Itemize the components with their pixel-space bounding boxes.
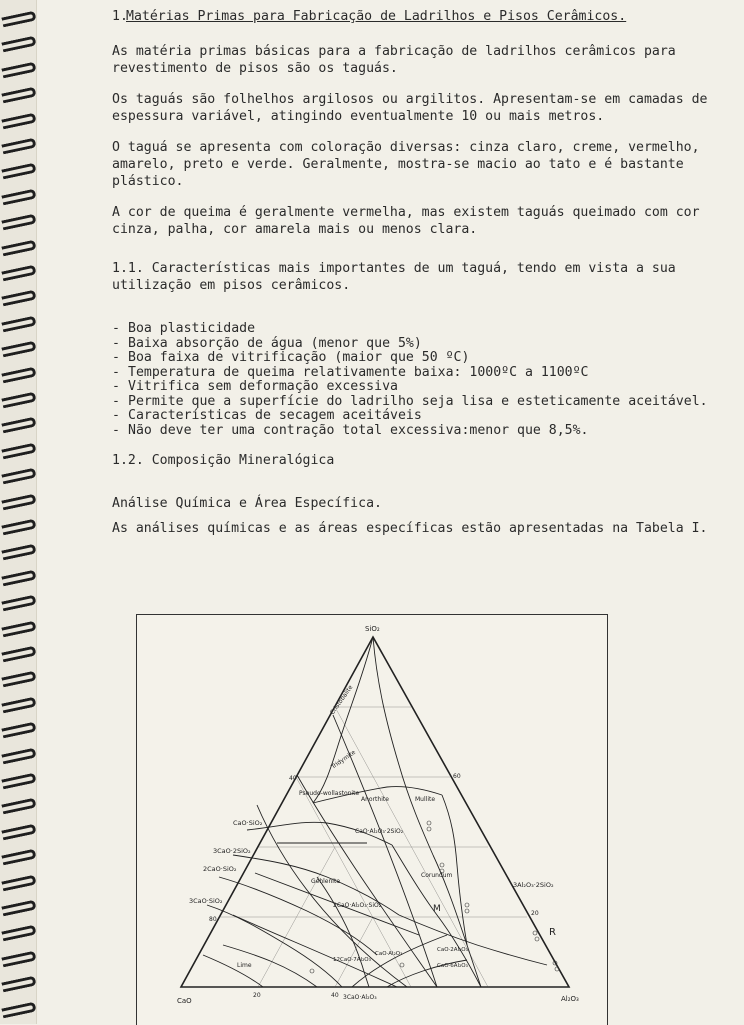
binding-ring [1, 849, 36, 866]
list-item: - Boa plasticidade [112, 322, 712, 337]
binding-ring [1, 747, 36, 764]
compound-label-ca: CaO·Al₂O₃ [375, 951, 403, 957]
ternary-phase-diagram [137, 615, 607, 1025]
region-label-m: M [433, 904, 441, 914]
paragraph-taguas: Os taguás são folhelhos argilosos ou argilitos. Apresentam-se em camadas de espessura variável, atingindo eventualmente 10 ou mais metros. [112, 92, 708, 124]
section-title: Matérias Primas para Fabricação de Ladrilhos e Pisos Cerâmicos. [126, 9, 627, 24]
compound-label-c2as: 2CaO·Al₂O₃·SiO₂ [333, 902, 382, 909]
binding-ring [1, 798, 36, 815]
compound-label-c2s: 2CaO·SiO₂ [203, 865, 237, 873]
binding-ring [1, 925, 36, 942]
binding-ring [1, 900, 36, 917]
spiral-binding [0, 0, 37, 1024]
binding-ring [1, 696, 36, 713]
properties-list [112, 322, 712, 438]
binding-ring [1, 519, 36, 536]
binding-ring [1, 1001, 36, 1018]
scale-label: 60 [453, 773, 461, 780]
compound-label-cas2: CaO·Al₂O₃·2SiO₂ [355, 828, 404, 835]
region-label-gehlenite: Gehlenite [311, 878, 341, 885]
binding-ring [1, 341, 36, 358]
binding-ring [1, 112, 36, 129]
region-label-lime: Lime [237, 962, 252, 969]
region-label-anorthite: Anorthite [361, 796, 389, 803]
binding-ring [1, 366, 36, 383]
list-item: - Características de secagem aceitáveis [112, 409, 712, 424]
compound-label-c3s: 3CaO·SiO₂ [189, 897, 223, 905]
binding-ring [1, 722, 36, 739]
compound-label-c3a: 3CaO·Al₂O₃ [343, 994, 377, 1001]
compound-label-cao-sio2: CaO·SiO₂ [233, 819, 263, 827]
binding-ring [1, 214, 36, 231]
binding-ring [1, 265, 36, 282]
region-label-r: R [549, 927, 556, 938]
analysis-paragraph: As análises químicas e as áreas específicas estão apresentadas na Tabela I. [112, 521, 708, 536]
scale-label: 40 [289, 775, 297, 782]
subsection-heading-1-2: 1.2. Composição Mineralógica [112, 453, 335, 468]
region-label-corundum: Corundum [421, 872, 453, 879]
binding-ring [1, 544, 36, 561]
apex-label: SiO₂ [365, 625, 380, 633]
paragraph-color: O taguá se apresenta com coloração diversas: cinza claro, creme, vermelho, amarelo, preto e verde. Geralmente, mostra-se macio ao tato e é bastante plástico. [112, 140, 700, 189]
document-page [112, 8, 712, 537]
left-corner-label: CaO [177, 997, 192, 1005]
binding-ring [1, 36, 36, 53]
binding-ring [1, 569, 36, 586]
region-label-pseudowollastonite: Pseudo-wollastonite [299, 790, 360, 797]
region-label-mullite: Mullite [415, 796, 436, 803]
binding-ring [1, 671, 36, 688]
binding-ring [1, 87, 36, 104]
list-item: - Vitrifica sem deformação excessiva [112, 380, 712, 395]
scale-label: 80 [209, 916, 217, 923]
list-item: - Temperatura de queima relativamente baixa: 1000ºC a 1100ºC [112, 366, 712, 381]
region-label-cristobalite: Cristobalite [328, 683, 355, 717]
binding-ring [1, 468, 36, 485]
section-heading [112, 8, 712, 25]
list-item: - Boa faixa de vitrificação (maior que 50 ºC) [112, 351, 712, 366]
binding-ring [1, 239, 36, 256]
compound-label-a3s2: 3Al₂O₃·2SiO₂ [513, 881, 554, 889]
binding-ring [1, 976, 36, 993]
analysis-heading: Análise Química e Área Específica. [112, 496, 382, 511]
compound-label-c12a7: 12CaO·7Al₂O₃ [333, 957, 371, 963]
isotherm-marks [310, 821, 559, 973]
binding-ring [1, 315, 36, 332]
binding-ring [1, 620, 36, 637]
binding-ring [1, 595, 36, 612]
binding-ring [1, 773, 36, 790]
compound-label-c3s2: 3CaO·2SiO₂ [213, 847, 251, 855]
scale-label: 20 [253, 992, 261, 999]
binding-ring [1, 950, 36, 967]
binding-ring [1, 61, 36, 78]
paragraph-materials: As matéria primas básicas para a fabricação de ladrilhos cerâmicos para revestimento de pisos são os taguás. [112, 44, 676, 76]
section-number: 1. [112, 9, 128, 24]
binding-ring [1, 188, 36, 205]
paragraph-firing: A cor de queima é geralmente vermelha, mas existem taguás queimado com cor cinza, palha, cor amarela mais ou menos clara. [112, 205, 700, 237]
grid-lines [219, 707, 527, 987]
subsection-heading-1-1: 1.1. Características mais importantes de um taguá, tendo em vista a sua utilização em pisos cerâmicos. [112, 261, 676, 293]
binding-ring [1, 874, 36, 891]
phase-boundaries [203, 637, 547, 987]
binding-ring [1, 163, 36, 180]
scale-label: 20 [531, 910, 539, 917]
triangle-outline [181, 637, 569, 987]
binding-ring [1, 392, 36, 409]
binding-ring [1, 290, 36, 307]
right-corner-label: Al₂O₃ [561, 995, 579, 1003]
binding-ring [1, 646, 36, 663]
binding-ring [1, 11, 36, 28]
list-item: - Não deve ter uma contração total excessiva:menor que 8,5%. [112, 424, 712, 439]
binding-ring [1, 417, 36, 434]
binding-ring [1, 823, 36, 840]
region-label-tridymite: Tridymite [330, 748, 357, 771]
list-item: - Baixa absorção de água (menor que 5%) [112, 337, 712, 352]
binding-ring [1, 493, 36, 510]
binding-ring [1, 442, 36, 459]
binding-ring [1, 138, 36, 155]
scale-label: 40 [331, 992, 339, 999]
phase-diagram-figure [136, 614, 608, 1025]
compound-label-ca6: CaO·6Al₂O₃ [437, 963, 468, 969]
compound-label-ca2: CaO·2Al₂O₃ [437, 947, 468, 953]
list-item: - Permite que a superfície do ladrilho seja lisa e esteticamente aceitável. [112, 395, 712, 410]
